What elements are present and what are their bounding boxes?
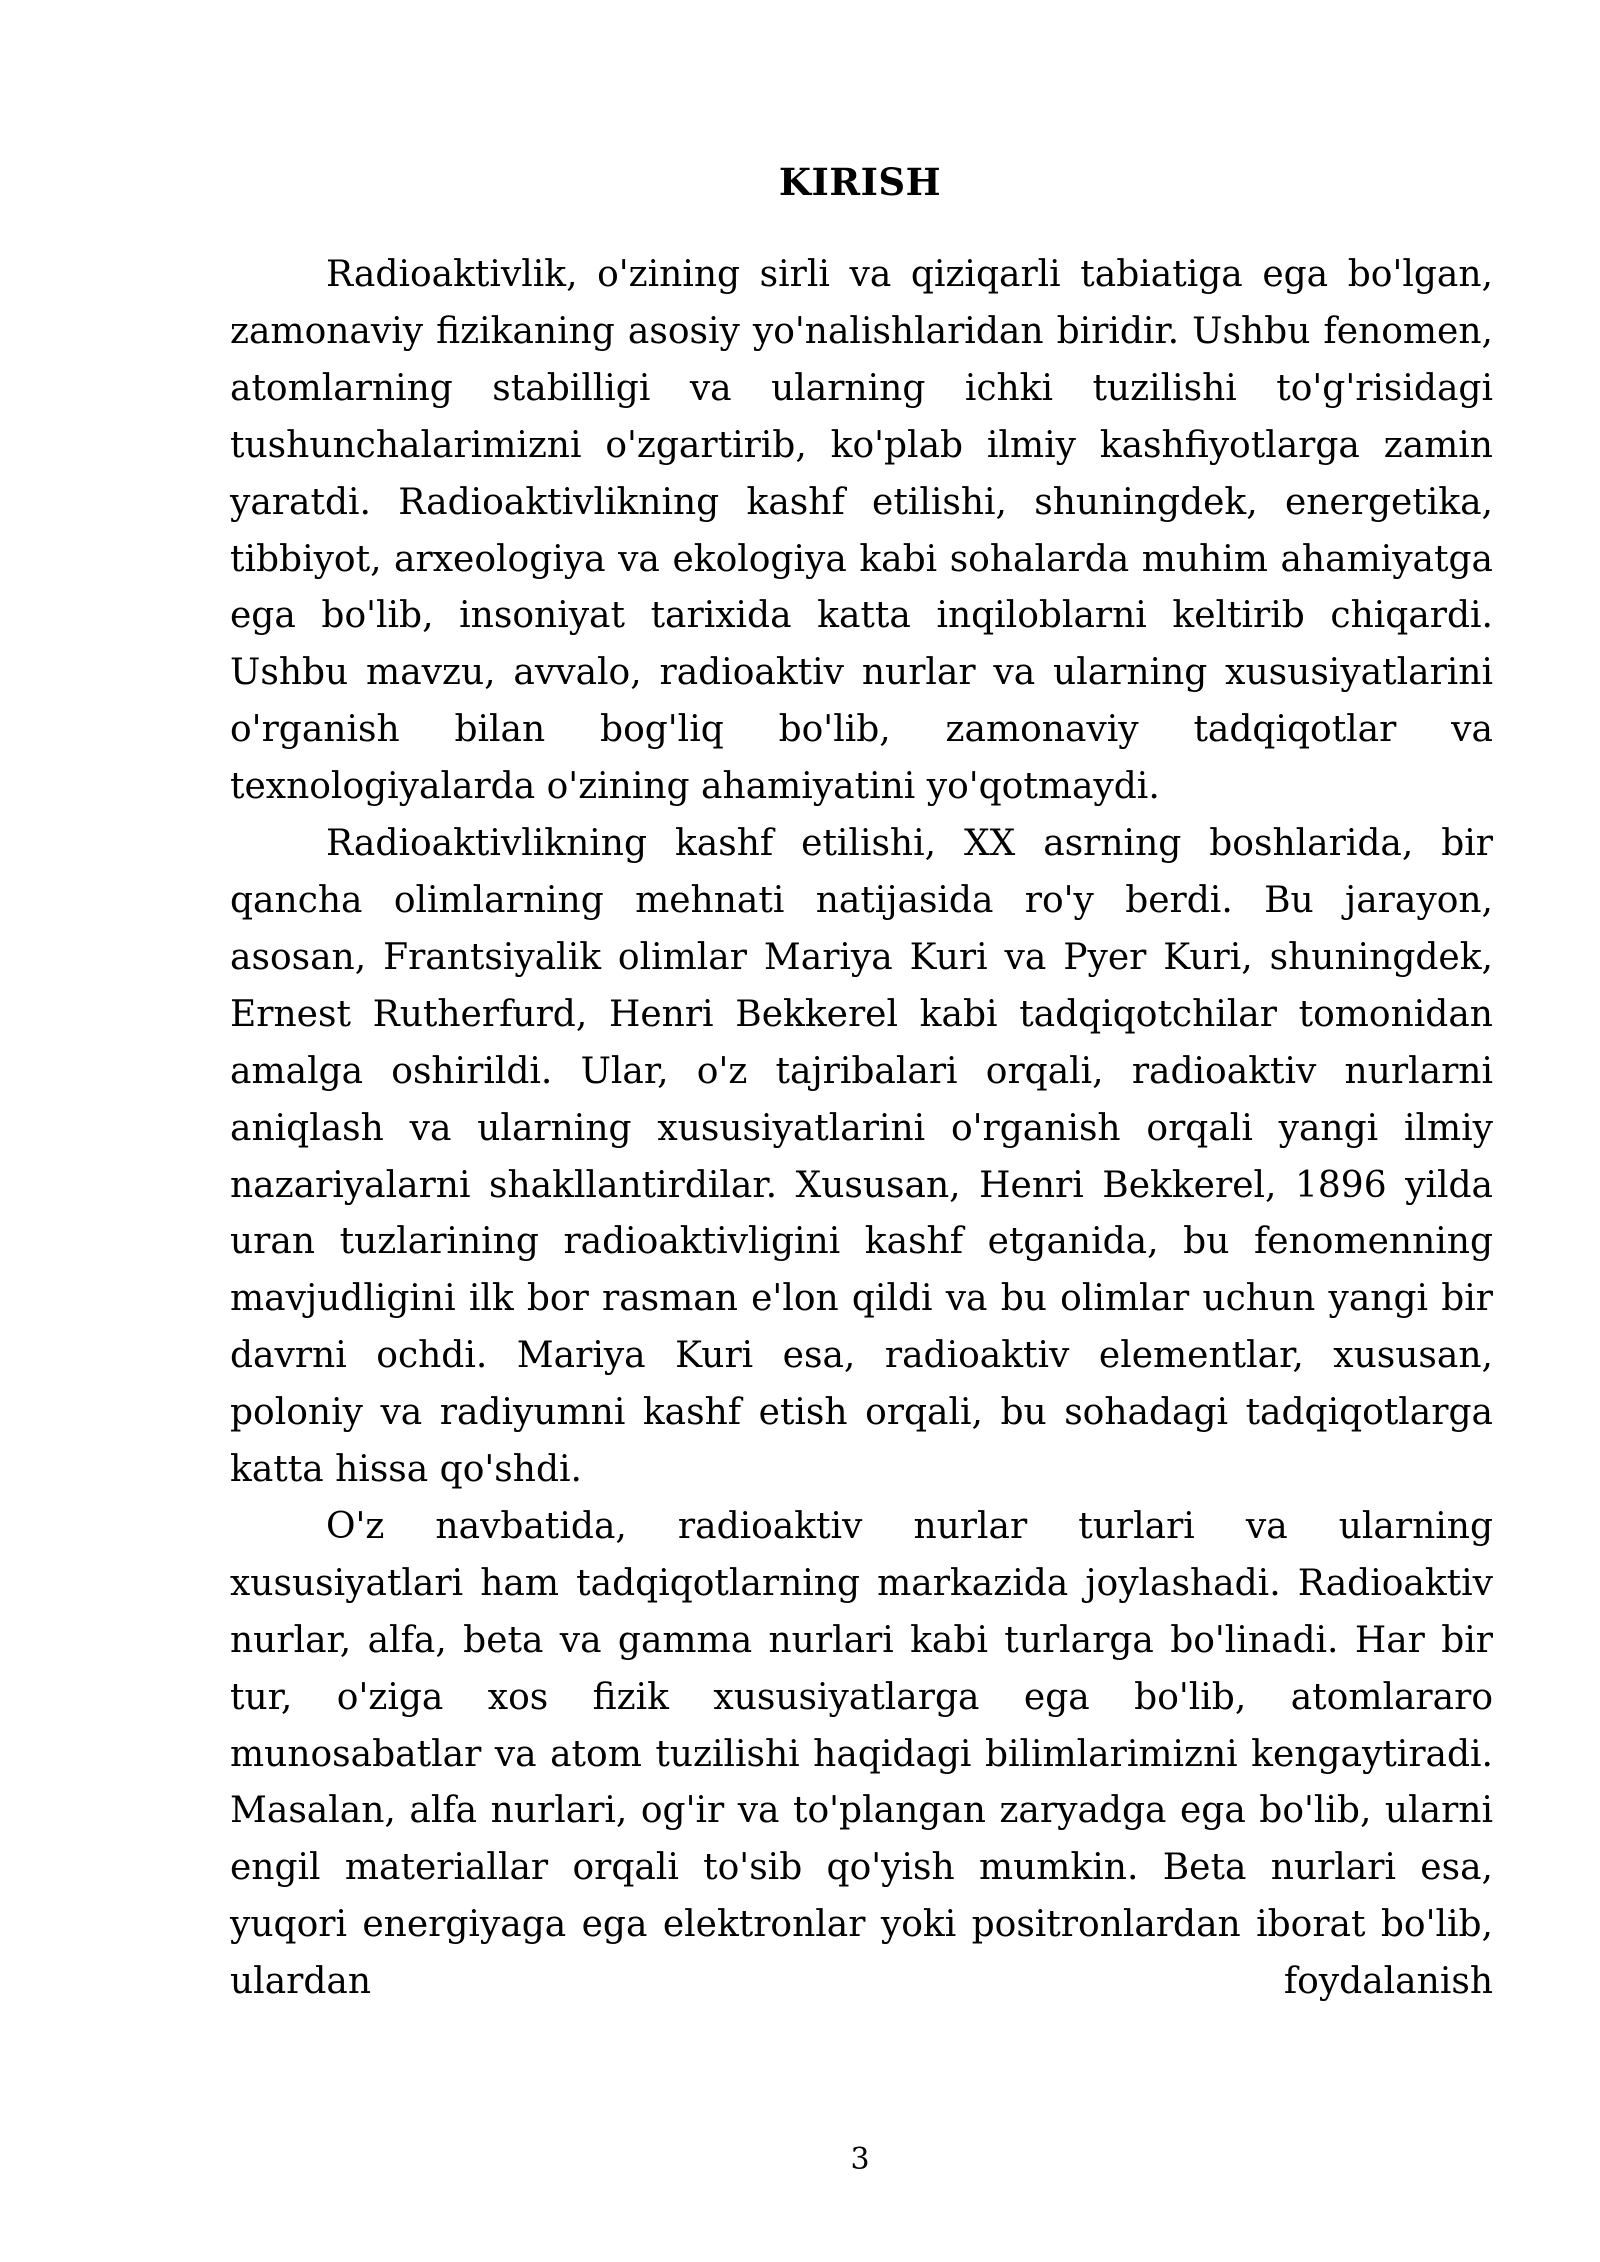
- paragraph: Radioaktivlikning kashf etilishi, XX asrning boshlarida, bir qancha olimlarning mehnati natijasida ro'y berdi. Bu jarayon, asosan, Frantsiyalik olimlar Mariya Kuri va Pyer Kuri, shuningdek, Ernest Rutherfurd, Henri Bekkerel kabi tadqiqotchilar tomonidan amalga oshirildi. Ular, o'z tajribalari orqali, radioaktiv nurlarni aniqlash va ularning xususiyatlarini o'rganish orqali yangi ilmiy nazariyalarni shakllantirdilar. Xususan, Henri Bekkerel, 1896 yilda uran tuzlarining radioaktivligini kashf etganida, bu fenomenning mavjudligini ilk bor rasman e'lon qildi va bu olimlar uchun yangi bir davrni ochdi. Mariya Kuri esa, radioaktiv elementlar, xususan, poloniy va radiyumni kashf etish orqali, bu sohadagi tadqiqotlarga katta hissa qo'shdi.: [230, 823, 1493, 1491]
- paragraph: O'z navbatida, radioaktiv nurlar turlari va ularning xususiyatlari ham tadqiqotlarning markazida joylashadi. Radioaktiv nurlar, alfa, beta va gamma nurlari kabi turlarga bo'linadi. Har bir tur, o'ziga xos fizik xususiyatlarga ega bo'lib, atomlararo munosabatlar va atom tuzilishi haqidagi bilimlarimizni kengaytiradi. Masalan, alfa nurlari, og'ir va to'plangan zaryadga ega bo'lib, ularni engil materiallar orqali to'sib qo'yish mumkin. Beta nurlari esa, yuqori energiyaga ega elektronlar yoki positronlardan iborat bo'lib, ulardan foydalanish: [230, 1505, 1493, 2003]
- paragraph: Radioaktivlik, o'zining sirli va qiziqarli tabiatiga ega bo'lgan, zamonaviy fizikaning asosiy yo'nalishlaridan biridir. Ushbu fenomen, atomlarning stabilligi va ularning ichki tuzilishi to'g'risidagi tushunchalarimizni o'zgartirib, ko'plab ilmiy kashfiyotlarga zamin yaratdi. Radioaktivlikning kashf etilishi, shuningdek, energetika, tibbiyot, arxeologiya va ekologiya kabi sohalarda muhim ahamiyatga ega bo'lib, insoniyat tarixida katta inqiloblarni keltirib chiqardi. Ushbu mavzu, avvalo, radioaktiv nurlar va ularning xususiyatlarini o'rganish bilan bog'liq bo'lib, zamonaviy tadqiqotlar va texnologiyalarda o'zining ahamiyatini yo'qotmaydi.: [230, 254, 1493, 808]
- page-number: 3: [850, 2142, 870, 2177]
- body-text: [230, 247, 1493, 2011]
- page-title: KIRISH: [778, 160, 942, 204]
